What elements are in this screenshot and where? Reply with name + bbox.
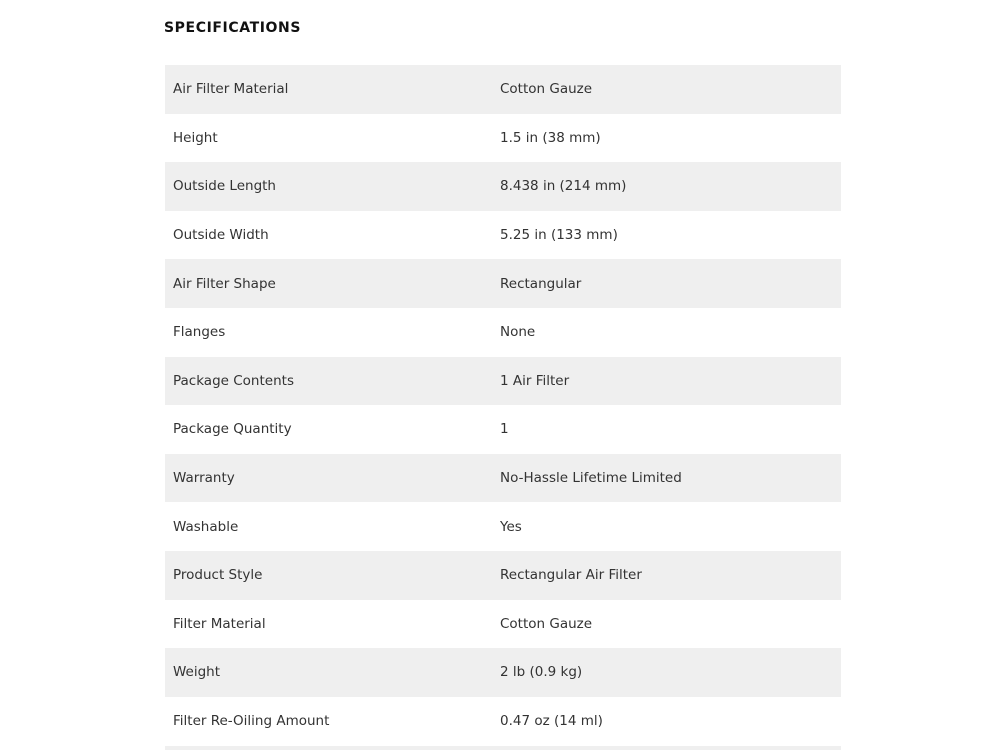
spec-label: Weight: [173, 664, 221, 681]
spec-value: 1: [500, 421, 509, 438]
spec-label: Package Contents: [173, 372, 294, 389]
spec-label: Air Filter Shape: [173, 275, 276, 292]
spec-value: Cotton Gauze: [500, 615, 593, 632]
spec-value: None: [500, 324, 536, 341]
spec-row: [165, 502, 841, 551]
spec-row: [165, 600, 841, 649]
spec-value: Rectangular Air Filter: [500, 567, 642, 584]
spec-row: [165, 454, 841, 503]
spec-row: [165, 114, 841, 163]
spec-row: [165, 259, 841, 308]
spec-label: Outside Width: [173, 227, 269, 244]
spec-value: Rectangular: [500, 275, 582, 292]
spec-row: [165, 308, 841, 357]
specifications-heading: SPECIFICATIONS: [164, 20, 302, 36]
spec-row: [165, 357, 841, 406]
spec-row: [165, 405, 841, 454]
spec-value: 1.5 in (38 mm): [500, 129, 601, 146]
spec-row: [165, 551, 841, 600]
spec-label: Filter Re-Oiling Amount: [173, 713, 330, 730]
spec-label: Package Quantity: [173, 421, 292, 438]
spec-value: Yes: [500, 518, 522, 535]
spec-label: Outside Length: [173, 178, 276, 195]
spec-label: Washable: [173, 518, 239, 535]
spec-value: 8.438 in (214 mm): [500, 178, 627, 195]
specifications-table: [165, 65, 841, 745]
spec-value: 0.47 oz (14 ml): [500, 713, 603, 730]
spec-value: 5.25 in (133 mm): [500, 227, 618, 244]
spec-row: [165, 211, 841, 260]
next-row-edge: [165, 746, 841, 750]
spec-value: 1 Air Filter: [500, 372, 570, 389]
spec-label: Product Style: [173, 567, 263, 584]
spec-row: [165, 65, 841, 114]
spec-value: Cotton Gauze: [500, 81, 593, 98]
spec-value: 2 lb (0.9 kg): [500, 664, 583, 681]
spec-label: Height: [173, 129, 218, 146]
spec-label: Filter Material: [173, 615, 266, 632]
spec-row: [165, 648, 841, 697]
spec-row: [165, 162, 841, 211]
spec-label: Air Filter Material: [173, 81, 289, 98]
spec-value: No-Hassle Lifetime Limited: [500, 470, 682, 487]
spec-label: Flanges: [173, 324, 226, 341]
spec-label: Warranty: [173, 470, 235, 487]
spec-row: [165, 697, 841, 746]
